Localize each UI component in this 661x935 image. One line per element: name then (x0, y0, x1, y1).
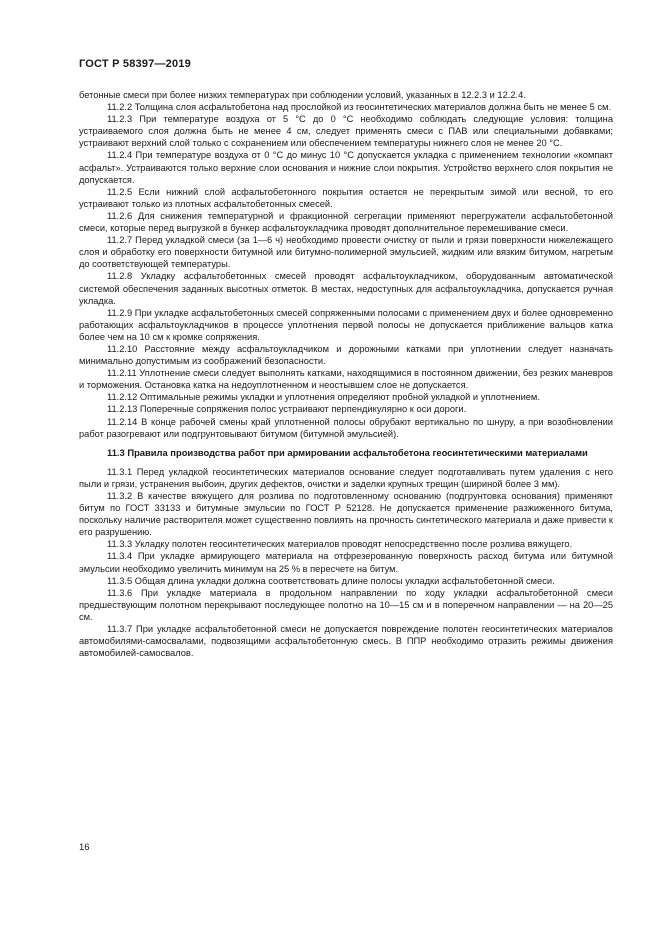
paragraph: 11.2.10 Расстояние между асфальтоукладчиком и дорожными катками при уплотнении следует назначать минимально допустимым из соображений безопасности. (79, 343, 613, 367)
paragraph: 11.2.7 Перед укладкой смеси (за 1—6 ч) необходимо провести очистку от пыли и грязи поверхности нижележащего слоя и обработку его поверхности битумной или битумно-полимерной эмульсией, жидким или вязким битумом, нагретым до соответствующей температуры. (79, 235, 613, 270)
paragraph: 11.3.7 При укладке асфальтобетонной смеси не допускается повреждение полотен геосинтетических материалов автомобилями-самосвалами, подвозящими асфальтобетонную смесь. В ППР необходимо отразить режимы движения автомобилей-самосвалов. (79, 624, 613, 659)
paragraph: 11.3.3 Укладку полотен геосинтетических материалов проводят непосредственно после розлива вяжущего. (107, 539, 573, 550)
paragraph: 11.3.5 Общая длина укладки должна соответствовать длине полосы укладки асфальтобетонной смеси. (107, 575, 555, 586)
paragraph: 11.2.8 Укладку асфальтобетонных смесей проводят асфальтоукладчиком, оборудованным автоматической системой обеспечения заданных высотных отметок. В местах, недоступных для асфальтоукладчика, допускается ручная укладка. (79, 271, 613, 306)
document-body (79, 89, 613, 659)
paragraph: 11.2.2 Толщина слоя асфальтобетона над прослойкой из геосинтетических материалов должна быть не менее 5 см. (107, 102, 612, 113)
paragraph: 11.2.4 При температуре воздуха от 0 °С до минус 10 °С допускается укладка с применением технологии «компакт асфальт». Устраиваются только верхние слои основания и нижние слои покрытия. Устройство верхнего слоя покрытия не допускается. (79, 150, 613, 185)
paragraph: 11.2.12 Оптимальные режимы укладки и уплотнения определяют пробной укладкой и уплотнением. (107, 392, 540, 403)
paragraph: 11.3.2 В качестве вяжущего для розлива по подготовленному основанию (подгрунтовка основания) применяют битум по ГОСТ 33133 и битумные эмульсии по ГОСТ Р 52128. Не допускается применение разжиженного битума, поскольку наличие растворителя может существенно повлиять на прочность синтетического материала и даже привести к его разрушению. (79, 491, 613, 538)
paragraph: 11.3.4 При укладке армирующего материала на отфрезерованную поверхность расход битума или битумной эмульсии необходимо увеличить минимум на 25 % в пересчете на битум. (79, 551, 613, 574)
paragraph: 11.2.6 Для снижения температурной и фракционной сегрегации применяют перегружатели асфальтобетонной смеси, которые перед выгрузкой в бункер асфальтоукладчика проводят дополнительное перемешивание смеси. (79, 210, 613, 234)
paragraph: 11.3.1 Перед укладкой геосинтетических материалов основание следует подготавливать путем удаления с него пыли и грязи, устранения выбоин, других дефектов, очистки и заделки крупных трещин (шириной более 3 мм). (79, 466, 613, 489)
paragraph: 11.2.14 В конце рабочей смены край уплотненной полосы обрубают вертикально по шнуру, а при возобновлении работ разогревают или подгрунтовывают битумом (битумной эмульсией). (79, 416, 613, 439)
paragraph: 11.2.13 Поперечные сопряжения полос устраивают перпендикулярно к оси дороги. (107, 404, 467, 415)
document-header: ГОСТ Р 58397—2019 (79, 58, 191, 70)
page-number: 16 (79, 842, 90, 853)
paragraph: 11.2.5 Если нижний слой асфальтобетонного покрытия остается не перекрытым зимой или весной, то его устраивают только из плотных асфальтобетонных смесей. (79, 186, 613, 209)
paragraph: 11.2.11 Уплотнение смеси следует выполнять катками, находящимися в постоянном движении, без резких маневров и торможения. Остановка катка на недоуплотненном и неостывшем слое не допускается. (79, 368, 613, 391)
section-heading: 11.3 Правила производства работ при армировании асфальтобетона геосинтетическими материалами (107, 446, 588, 458)
paragraph: 11.2.9 При укладке асфальтобетонных смесей сопряженными полосами с применением двух и более одновременно работающих асфальтоукладчиков в процессе уплотнения первой полосы не допускается приближение вальцов катка более чем на 10 см к кромке сопряжения. (79, 307, 613, 342)
paragraph: 11.2.3 При температуре воздуха от 5 °С до 0 °С необходимо соблюдать следующие условия: толщина устраиваемого слоя должна быть не менее 4 см, следует применять смеси с ПАВ или специальными добавками; устраивают верхний слой только с сохранением или обеспечением температуры нижнего слоя не менее 20 °С. (79, 114, 613, 149)
paragraph: бетонные смеси при более низких температурах при соблюдении условий, указанных в 12.2.3 и 12.2.4. (79, 90, 526, 100)
paragraph: 11.3.6 При укладке материала в продольном направлении по ходу укладки асфальтобетонной смеси предшествующим полотном перекрывают последующее полотно на 10—15 см и в поперечном направлении — на 20—25 см. (79, 587, 613, 622)
